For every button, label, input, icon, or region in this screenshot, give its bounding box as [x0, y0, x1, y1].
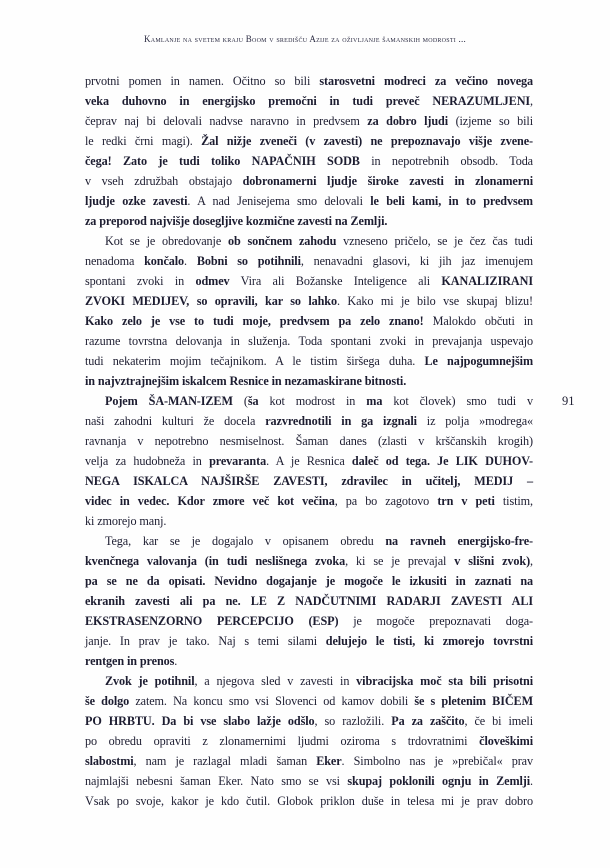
text-run: tudi nekaterim mojim tečajnikom. A le tistim širšega duha. — [85, 354, 425, 368]
paragraph — [85, 71, 533, 231]
text-line — [85, 591, 533, 611]
text-line — [85, 411, 533, 431]
bold-text-run: delujejo le tisti, ki zmorejo tovrstni — [325, 634, 533, 648]
bold-text-run: v slišni zvok) — [454, 554, 531, 568]
bold-text-run: razvrednotili in ga izgnali — [265, 414, 417, 428]
bold-text-run: še s pletenim BIČEM — [414, 694, 533, 708]
text-line — [85, 131, 533, 151]
text-line — [85, 431, 533, 451]
bold-text-run: in najvztrajnejšim iskalcem Resnice in nezamaskirane bitnosti. — [85, 374, 407, 388]
text-line — [85, 451, 533, 471]
text-line — [85, 331, 533, 351]
bold-text-run: rentgen in prenos — [85, 654, 175, 668]
text-line — [85, 651, 533, 671]
bold-text-run: skupaj poklonili ognju in Zemlji — [347, 774, 531, 788]
text-run: iz polja »modrega« — [416, 414, 533, 428]
bold-text-run: trn v peti — [437, 494, 495, 508]
text-run: najmlajši nebesni šaman Eker. Nato smo se vsi — [85, 774, 348, 788]
text-run: ( — [232, 394, 248, 408]
bold-text-run: Bobni so potihnili — [196, 254, 301, 268]
text-run: ravnanja v nepotrebno nesmiselnost. Šaman danes (zlasti v krščanskih krogih) — [85, 434, 533, 448]
bold-text-run: videc in vedec. Kdor zmore več kot večina — [85, 494, 335, 508]
bold-text-run: EKSTRASENZORNO PERCEPCIJO (ESP) — [85, 614, 339, 628]
text-line — [85, 791, 533, 811]
bold-text-run: odmev — [195, 274, 230, 288]
text-run: Malokdo občuti in — [423, 314, 533, 328]
text-line — [85, 351, 533, 371]
paragraph — [85, 531, 533, 671]
bold-text-run: slabostmi — [85, 754, 134, 768]
text-run: je mogoče prepoznavati doga- — [338, 614, 533, 628]
text-line — [85, 471, 533, 491]
text-line — [85, 151, 533, 171]
text-run: , — [530, 554, 533, 568]
text-run: kot modrost in — [258, 394, 367, 408]
text-line — [85, 231, 533, 251]
text-line — [85, 271, 533, 291]
text-line — [85, 251, 533, 271]
text-run: vzneseno pričelo, se je čez čas tudi — [336, 234, 534, 248]
text-run: , nam je razlagal mladi šaman — [133, 754, 317, 768]
text-line — [85, 311, 533, 331]
text-run: . — [174, 654, 178, 668]
text-run: spontani zvoki in — [85, 274, 196, 288]
text-run: , nenavadni glasovi, ki jih jaz imenujem — [300, 254, 534, 268]
text-line — [85, 491, 533, 511]
bold-text-run: kvenčnega valovanja (in tudi neslišnega zvoka — [85, 554, 346, 568]
bold-text-run: končalo — [144, 254, 185, 268]
text-line — [85, 371, 533, 391]
text-line — [85, 691, 533, 711]
text-line — [85, 531, 533, 551]
text-run: nenadoma — [85, 254, 145, 268]
bold-text-run: starosvetni modreci za večino novega — [319, 74, 534, 88]
text-run: v vseh združbah obstajajo — [85, 174, 243, 188]
bold-text-run: daleč od tega. Je LIK DUHOV- — [351, 454, 533, 468]
paragraph — [85, 671, 533, 811]
text-run: . — [530, 774, 533, 788]
bold-text-run: za dobro ljudi — [367, 114, 449, 128]
text-line — [85, 771, 533, 791]
text-line — [85, 71, 533, 91]
bold-text-run: ZVOKI MEDIJEV, so opravili, kar so lahko — [85, 294, 337, 308]
bold-text-run: PO HRBTU. Da bi vse slabo lažje odšlo — [85, 714, 315, 728]
bold-text-run: Zvok je potihnil — [105, 674, 195, 688]
text-block — [85, 71, 533, 811]
bold-text-run: človeškimi — [479, 734, 533, 748]
text-run: . A je Resnica — [266, 454, 352, 468]
text-run: kot človek) smo tudi v — [382, 394, 534, 408]
bold-text-run: ob sončnem zahodu — [227, 234, 337, 248]
text-run: , če bi imeli — [464, 714, 533, 728]
text-run: naši zahodni kulturi že docela — [85, 414, 266, 428]
bold-text-run: ma — [366, 394, 383, 408]
text-line — [85, 711, 533, 731]
bold-text-run: prevaranta — [209, 454, 267, 468]
text-run: Kot se je obredovanje — [105, 234, 228, 248]
bold-text-run: ša — [247, 394, 259, 408]
bold-text-run: vibracijska moč sta bili prisotni — [356, 674, 533, 688]
bold-text-run: ekranih zavesti ali pa ne. LE Z NADČUTNIMI RADARJI ZAVESTI ALI — [85, 594, 533, 608]
text-line — [85, 511, 533, 531]
text-run: prvotni pomen in namen. Očitno so bili — [85, 74, 320, 88]
text-run: . — [184, 254, 197, 268]
text-run: janje. In prav je tako. Naj s temi silami — [85, 634, 326, 648]
text-run: razume tovrstna delovanja in služenja. Toda spontani zvoki in prevajanja uspevajo — [85, 334, 533, 348]
bold-text-run: Žal nižje zveneči (v zavesti) ne prepoznavajo višje zvene- — [201, 134, 533, 148]
text-line — [85, 91, 533, 111]
bold-text-run: Kako zelo je vse to tudi moje, predvsem pa zelo znano! — [85, 314, 424, 328]
bold-text-run: na ravneh energijsko-fre- — [385, 534, 533, 548]
text-line — [85, 211, 533, 231]
text-run: , so razložili. — [314, 714, 392, 728]
running-header: Kamlanje na svetem kraju Boom v središču Azije za oživljanje šamanskih modrosti ... — [143, 34, 466, 44]
text-run: zatem. Na koncu smo vsi Slovenci od kamov dobili — [129, 694, 415, 708]
text-line — [85, 111, 533, 131]
text-line — [85, 671, 533, 691]
bold-text-run: NEGA ISKALCA NAJŠIRŠE ZAVESTI, zdravilec in učitelj, MEDIJ – — [85, 474, 533, 488]
text-line — [85, 551, 533, 571]
bold-text-run: Eker — [316, 754, 342, 768]
text-run: Tega, kar se je dogajalo v opisanem obredu — [105, 534, 386, 548]
text-run: , — [530, 94, 533, 108]
text-run: po obredu opraviti z zlonamernimi ljudmi oziroma s trdovratnimi — [85, 734, 480, 748]
bold-text-run: pa se ne da opisati. Nevidno dogajanje je mogoče le izkusiti in zaznati na — [85, 574, 533, 588]
page-number: 91 — [562, 394, 575, 408]
bold-text-run: Pa za zaščito — [391, 714, 465, 728]
bold-text-run: veka duhovno in energijsko premočni in tudi preveč NERAZUMLJENI — [85, 94, 531, 108]
bold-text-run: za preporod najvišje dosegljive kozmične zavesti na Zemlji. — [85, 214, 388, 228]
text-run: ki zmorejo manj. — [85, 514, 167, 528]
text-run: . Kako mi je bilo vse skupaj blizu! — [336, 294, 533, 308]
bold-text-run: še dolgo — [85, 694, 130, 708]
text-run: . Simbolno nas je »prebičal« prav — [341, 754, 533, 768]
text-line — [85, 751, 533, 771]
text-line — [85, 571, 533, 591]
text-line — [85, 171, 533, 191]
text-run: . A nad Jenisejema smo delovali — [187, 194, 371, 208]
text-run: , a njegova sled v zavesti in — [194, 674, 357, 688]
bold-text-run: le beli kami, in to predvsem — [370, 194, 533, 208]
text-run: tistim, — [494, 494, 533, 508]
bold-text-run: ljudje ozke zavesti — [85, 194, 188, 208]
bold-text-run: čega! Zato je tudi toliko NAPAČNIH SODB — [85, 154, 360, 168]
text-run: , pa bo zagotovo — [334, 494, 438, 508]
text-run: velja za hudobneža in — [85, 454, 210, 468]
bold-text-run: KANALIZIRANI — [441, 274, 533, 288]
text-line — [85, 631, 533, 651]
text-run: in nepotrebnih obsodb. Toda — [359, 154, 533, 168]
text-run: (izjeme so bili — [448, 114, 533, 128]
paragraph — [85, 231, 533, 391]
bold-text-run: dobronamerni ljudje široke zavesti in zlonamerni — [242, 174, 533, 188]
text-run: le redki črni magi). — [85, 134, 202, 148]
bold-text-run: Pojem ŠA-MAN-IZEM — [105, 394, 233, 408]
text-run: čeprav naj bi delovali nadvse naravno in predvsem — [85, 114, 368, 128]
text-line — [85, 731, 533, 751]
text-line — [85, 191, 533, 211]
text-line — [85, 291, 533, 311]
paragraph — [85, 391, 533, 531]
text-run: , ki se je prevajal — [345, 554, 455, 568]
text-run: Vira ali Božanske Inteligence ali — [229, 274, 442, 288]
bold-text-run: Le najpogumnejšim — [424, 354, 534, 368]
text-run: Vsak po svoje, kakor je kdo čutil. Globok priklon duše in telesa mi je prav dobro — [85, 794, 533, 808]
text-line — [85, 391, 533, 411]
text-line — [85, 611, 533, 631]
